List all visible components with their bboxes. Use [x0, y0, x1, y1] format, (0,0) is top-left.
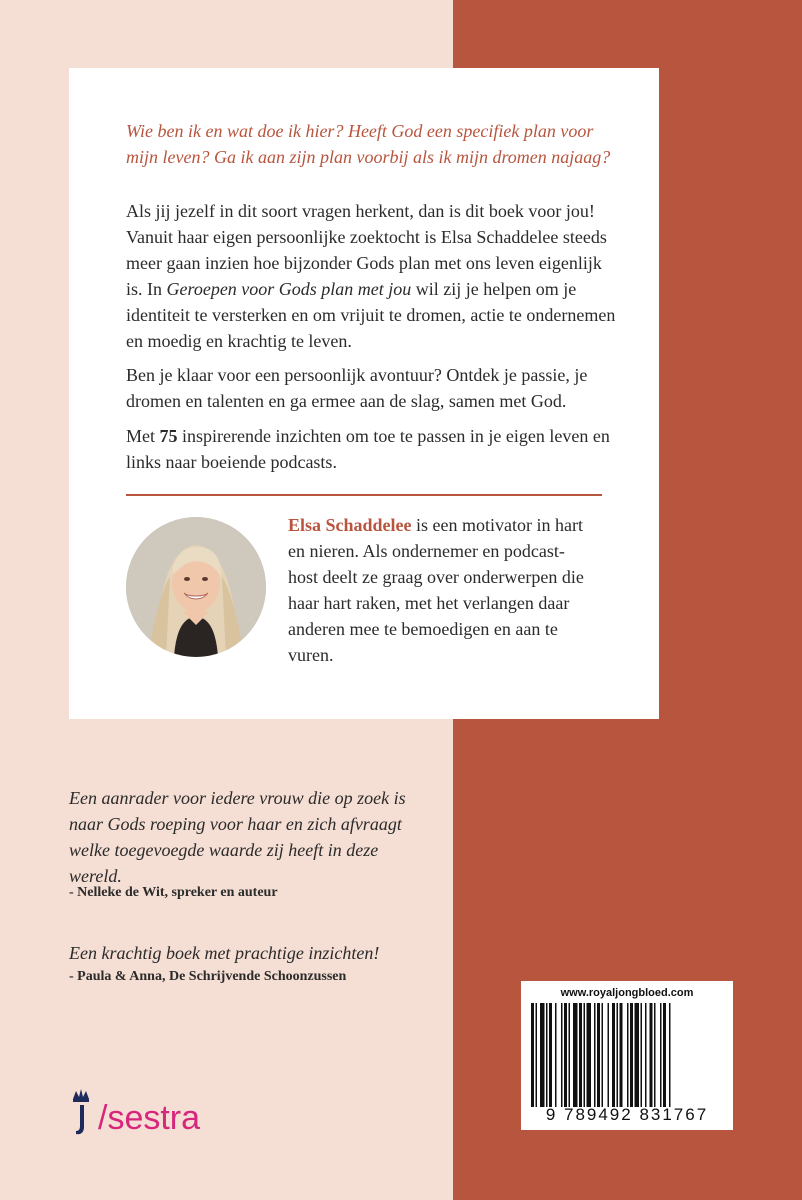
publisher-name: /sestra: [98, 1099, 201, 1137]
book-title-inline: Geroepen voor Gods plan met jou: [166, 279, 412, 299]
description-text-end: wil zij je helpen om je identiteit te versterken en om vrijuit te dromen, actie te ondernemen en moedig en krachtig te leven.: [126, 279, 616, 351]
adventure-paragraph: Ben je klaar voor een persoonlijk avontuur? Ontdek je passie, je dromen en talenten en ga ermee aan de slag, samen met God.: [126, 365, 588, 411]
barcode-icon: [531, 1003, 723, 1107]
isbn-number: 9 789492 831767: [545, 1105, 709, 1124]
endorsement-attribution: - Paula & Anna, De Schrijvende Schoonzussen: [69, 969, 347, 984]
publisher-url: www.royaljongbloed.com: [560, 987, 694, 999]
author-portrait-illustration: [126, 517, 266, 657]
intro-questions: Wie ben ik en wat doe ik hier? Heeft God een specifiek plan voor mijn leven? Ga ik aan zijn plan voorbij als ik mijn dromen najaag?: [126, 121, 611, 167]
endorsement-quote: Een aanrader voor iedere vrouw die op zoek is naar Gods roeping voor haar en zich afvraagt welke toegevoegde waarde zij heeft in deze wereld.: [69, 788, 406, 886]
author-name: Elsa Schaddelee: [288, 515, 412, 535]
description-card: [69, 68, 659, 719]
publisher-logo: [68, 1087, 200, 1137]
description-text-start: Als jij jezelf in dit soort vragen herkent, dan is dit boek voor jou! Vanuit haar eigen persoonlijke zoektocht is Elsa Schaddelee steeds meer gaan inzien hoe bijzonder Gods plan met ons leven eigenlijk is. In: [126, 201, 607, 299]
insights-text-end: inspirerende inzichten om toe te passen in je eigen leven en links naar boeiende podcasts.: [126, 426, 610, 472]
insights-paragraph: [126, 423, 616, 475]
author-bio-text: is een motivator in hart en nieren. Als ondernemer en podcast-host deelt ze graag over onderwerpen die haar hart raken, met het verlangen daar anderen mee te bemoedigen en aan te vuren.: [288, 515, 584, 665]
author-bio: [288, 512, 588, 668]
author-photo: [126, 517, 266, 657]
description-paragraph: [126, 198, 616, 354]
insights-text-start: Met: [126, 426, 160, 446]
endorsement-quote: Een krachtig boek met prachtige inzichten!: [69, 943, 380, 963]
endorsement-attribution: - Nelleke de Wit, spreker en auteur: [69, 885, 278, 900]
section-divider: [126, 494, 602, 496]
insights-count: 75: [159, 426, 178, 446]
barcode-box: [521, 981, 733, 1130]
crown-j-icon: [68, 1087, 94, 1137]
